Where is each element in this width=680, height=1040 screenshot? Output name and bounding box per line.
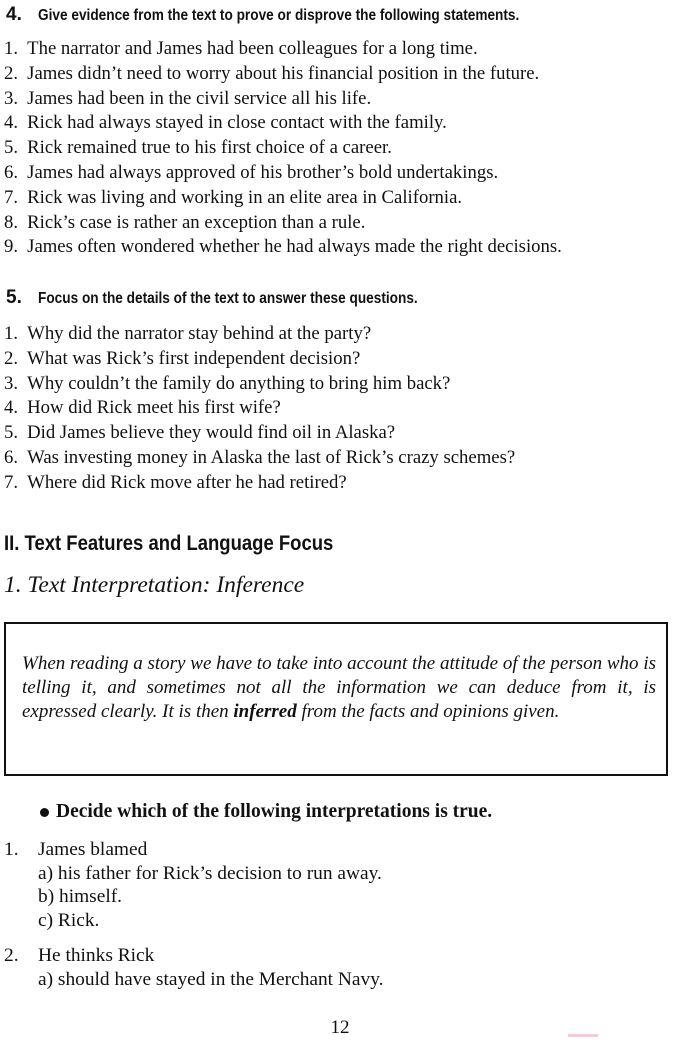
question-number: 2. [4,945,19,966]
list-item: 6. James had always approved of his brother’s bold undertakings. [4,161,499,183]
exercise-4-heading [6,4,585,26]
list-item: 3. James had been in the civil service all his life. [4,87,372,109]
option-b: b) himself. [38,886,123,908]
inference-note-box [4,622,668,776]
list-item: 5. Rick remained true to his first choice of a career. [4,137,392,159]
exercise-4-list [4,37,582,260]
list-item: 4. Rick had always stayed in close contact with the family. [4,112,447,134]
option-a: a) should have stayed in the Merchant Navy. [38,968,384,990]
option-a: a) his father for Rick’s decision to run away. [38,862,382,884]
list-item: 1. The narrator and James had been colleagues for a long time. [4,38,478,59]
list-item: 9. James often wondered whether he had always made the right decisions. [4,236,562,258]
list-item: 5. Did James believe they would find oil in Alaska? [4,422,396,444]
inference-note-text: When reading a story we have to take into account the attitude of the person who is telling it, and sometimes not all the information we can deduce from it, is expressed clearly. It is then inferred from the facts and opinions given. [22,653,656,722]
exercise-5-list [4,322,534,496]
list-item: 8. Rick’s case is rather an exception than a rule. [4,211,366,233]
question-stem: He thinks Rick [38,945,155,966]
list-item: 2. James didn’t need to worry about his financial position in the future. [4,62,540,84]
list-item: 7. Rick was living and working in an elite area in California. [4,186,463,208]
exercise-4-number: 4. [6,4,22,25]
list-item: 2. What was Rick’s first independent decision? [4,347,361,369]
inferred-keyword: inferred [233,700,297,722]
question-stem: James blamed [38,839,148,860]
page-number: 12 [330,1017,350,1038]
exercise-5-heading [6,287,470,309]
decorative-mark [568,1034,598,1037]
list-item: 1. Why did the narrator stay behind at the party? [4,323,372,344]
section-title: II. Text Features and Language Focus [4,532,334,555]
option-c: c) Rick. [38,909,100,931]
subsection-title: 1. Text Interpretation: Inference [4,572,305,598]
question-number: 1. [4,839,19,860]
list-item: 3. Why couldn’t the family do anything to bring him back? [4,372,451,394]
bullet-icon [40,808,49,817]
task-instruction [40,801,492,823]
task-instruction-text: Decide which of the following interpretations is true. [56,801,493,822]
exercise-5-number: 5. [6,287,22,308]
exercise-4-instruction: Give evidence from the text to prove or disprove the following statements. [38,7,520,24]
exercise-5-instruction: Focus on the details of the text to answer these questions. [38,290,418,307]
list-item: 6. Was investing money in Alaska the last of Rick’s crazy schemes? [4,446,516,468]
list-item: 4. How did Rick meet his first wife? [4,397,281,419]
list-item: 7. Where did Rick move after he had retired? [4,471,347,493]
